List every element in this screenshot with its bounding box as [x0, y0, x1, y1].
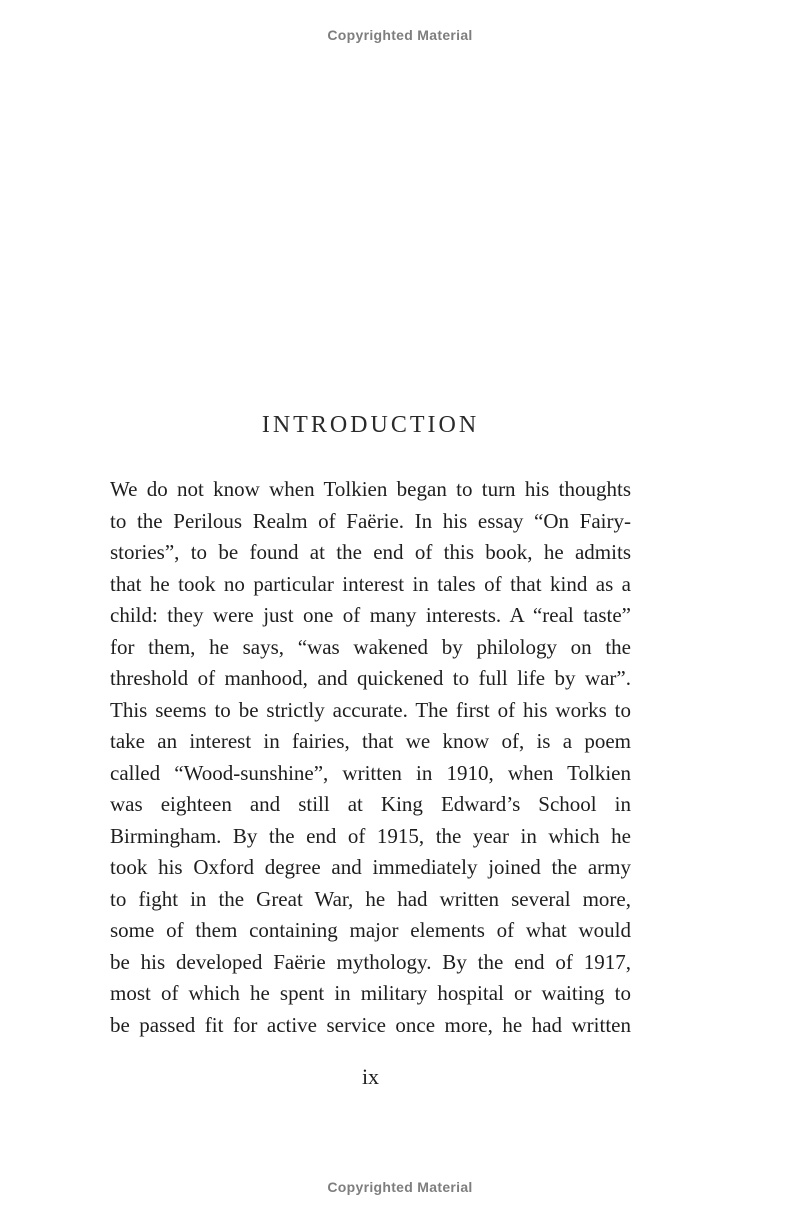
paragraph-line: took his Oxford degree and immediately joined the army: [110, 855, 631, 879]
paragraph-line: to fight in the Great War, he had written several more,: [110, 886, 631, 911]
introduction-paragraph: [110, 474, 631, 1041]
paragraph-line: most of which he spent in military hospital or waiting to: [110, 981, 631, 1005]
paragraph-line: called “Wood-sunshine”, written in 1910, when Tolkien: [110, 760, 631, 785]
page-number: ix: [361, 1064, 380, 1089]
paragraph-line: be passed fit for active service once more, he had written: [110, 1012, 631, 1037]
paragraph-line: some of them containing major elements of what would: [110, 918, 631, 942]
paragraph-line: stories”, to be found at the end of this book, he admits: [110, 540, 631, 564]
paragraph-line: child: they were just one of many interests. A “real taste”: [110, 603, 631, 627]
chapter-title: INTRODUCTION: [261, 412, 480, 438]
paragraph-line: for them, he says, “was wakened by philology on the: [110, 634, 631, 659]
paragraph-line: to the Perilous Realm of Faërie. In his essay “On Fairy-: [110, 508, 631, 533]
paragraph-line: that he took no particular interest in tales of that kind as a: [110, 571, 631, 596]
copyright-notice-bottom: Copyrighted Material: [327, 1179, 473, 1195]
copyright-notice-top: Copyrighted Material: [327, 27, 473, 43]
paragraph-line: be his developed Faërie mythology. By the end of 1917,: [110, 949, 631, 974]
paragraph-line: We do not know when Tolkien began to turn his thoughts: [110, 477, 631, 501]
paragraph-line: threshold of manhood, and quickened to full life by war”.: [110, 666, 631, 690]
paragraph-line: This seems to be strictly accurate. The first of his works to: [110, 697, 631, 722]
paragraph-line: take an interest in fairies, that we know of, is a poem: [110, 729, 631, 753]
paragraph-line: Birmingham. By the end of 1915, the year in which he: [110, 823, 631, 848]
paragraph-line: was eighteen and still at King Edward’s School in: [110, 792, 631, 816]
